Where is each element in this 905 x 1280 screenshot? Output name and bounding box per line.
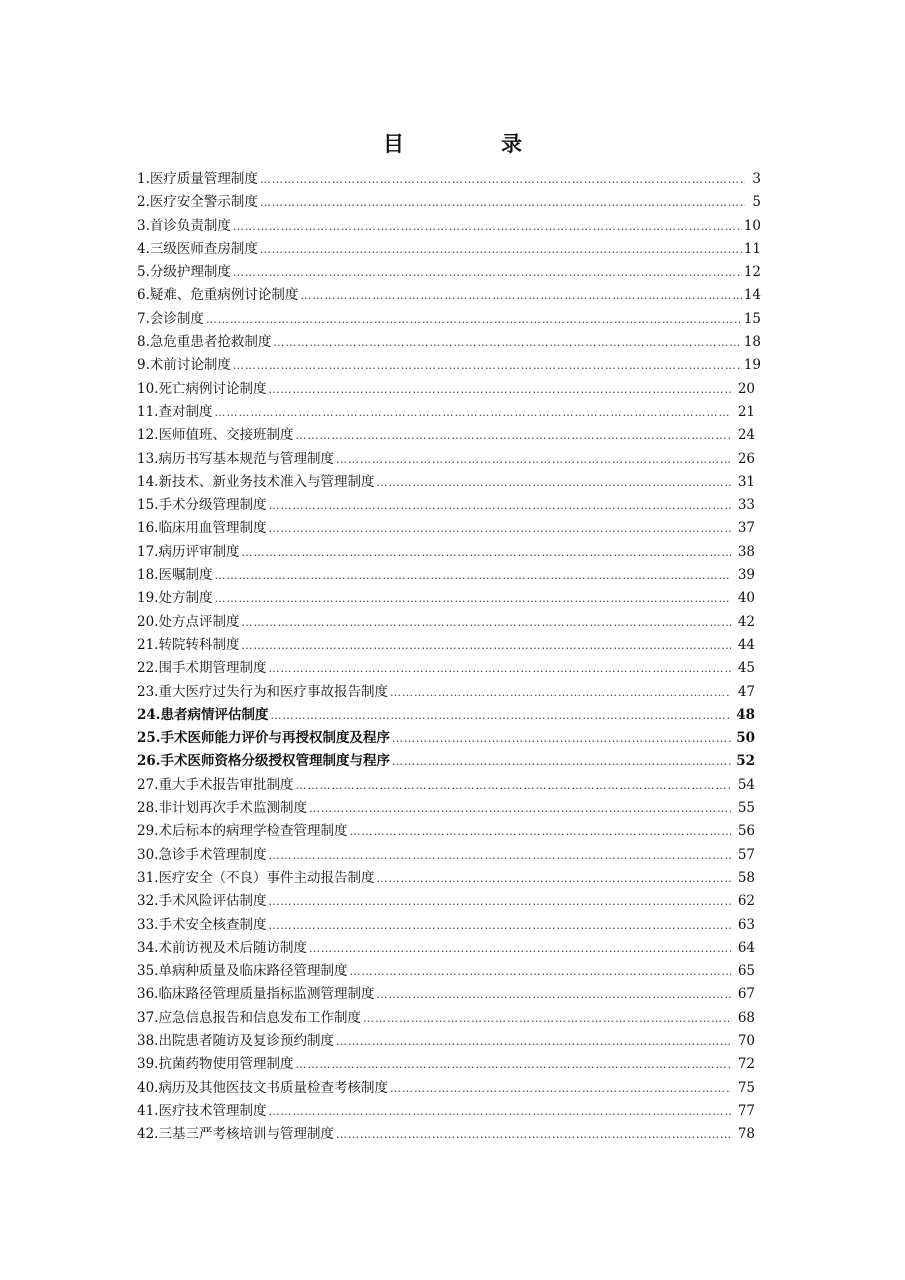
toc-entry-title: 27.重大手术报告审批制度 — [137, 776, 294, 793]
dot-leader — [390, 1077, 731, 1100]
toc-entry[interactable] — [137, 727, 761, 750]
toc-entry[interactable] — [137, 331, 761, 354]
toc-entry[interactable] — [137, 820, 761, 843]
toc-entry-page-number: 67 — [737, 986, 755, 1003]
dot-leader — [241, 541, 731, 564]
toc-entry[interactable] — [137, 215, 761, 238]
dot-leader — [233, 215, 742, 238]
toc-entry-page-number: 77 — [737, 1102, 755, 1119]
toc-entry-page-number: 3 — [752, 171, 761, 187]
toc-entry[interactable] — [137, 1100, 761, 1123]
toc-entry-title: 7.会诊制度 — [137, 310, 204, 327]
toc-entry[interactable] — [137, 354, 761, 377]
toc-entry-title: 23.重大医疗过失行为和医疗事故报告制度 — [137, 683, 388, 700]
toc-entry-title: 18.医嘱制度 — [137, 567, 213, 584]
dot-leader — [336, 1123, 731, 1146]
dot-leader — [376, 471, 731, 494]
toc-entry-page-number: 63 — [737, 916, 755, 933]
toc-entry-title: 28.非计划再次手术监测制度 — [137, 800, 307, 817]
toc-entry-page-number: 5 — [752, 194, 761, 211]
dot-leader — [273, 331, 741, 354]
dot-leader — [349, 820, 731, 843]
toc-entry-page-number: 78 — [737, 1126, 755, 1143]
dot-leader — [392, 727, 731, 750]
toc-entry-page-number: 47 — [737, 683, 755, 700]
toc-entry[interactable] — [137, 657, 761, 680]
toc-entry[interactable] — [137, 1077, 761, 1100]
toc-entry-title: 40.病历及其他医技文书质量检查考核制度 — [137, 1079, 388, 1096]
toc-entry-title: 6.疑难、危重病例讨论制度 — [137, 287, 299, 304]
toc-entry[interactable] — [137, 308, 761, 331]
toc-entry[interactable] — [137, 261, 761, 284]
dot-leader — [295, 424, 731, 447]
toc-entry-page-number: 45 — [737, 660, 755, 677]
toc-entry-page-number: 24 — [737, 427, 755, 444]
toc-entry-page-number: 72 — [737, 1056, 755, 1073]
toc-entry[interactable] — [137, 191, 761, 214]
toc-entry-title: 13.病历书写基本规范与管理制度 — [137, 450, 334, 467]
toc-entry[interactable] — [137, 960, 761, 983]
toc-entry-title: 41.医疗技术管理制度 — [137, 1102, 267, 1119]
toc-entry-page-number: 52 — [736, 753, 755, 770]
dot-leader — [300, 284, 741, 307]
toc-entry[interactable] — [137, 750, 761, 773]
toc-entry-page-number: 12 — [743, 264, 761, 281]
toc-entry[interactable] — [137, 284, 761, 307]
toc-entry[interactable] — [137, 914, 761, 937]
toc-entry-page-number: 50 — [736, 730, 755, 747]
table-of-contents — [137, 168, 761, 1146]
toc-entry-page-number: 55 — [737, 800, 755, 817]
toc-entry[interactable] — [137, 1053, 761, 1076]
dot-leader — [295, 1053, 731, 1076]
toc-entry-page-number: 37 — [737, 520, 755, 537]
toc-entry-title: 16.临床用血管理制度 — [137, 520, 267, 537]
dot-leader — [268, 844, 731, 867]
toc-entry[interactable] — [137, 517, 761, 540]
dot-leader — [241, 611, 731, 634]
toc-entry-page-number: 70 — [737, 1032, 755, 1049]
toc-entry[interactable] — [137, 1007, 761, 1030]
toc-entry-page-number: 48 — [736, 706, 755, 723]
toc-entry-title: 31.医疗安全（不良）事件主动报告制度 — [137, 869, 375, 886]
dot-leader — [268, 494, 731, 517]
toc-entry-page-number: 54 — [737, 776, 755, 793]
toc-entry-page-number: 11 — [743, 240, 761, 257]
toc-entry-page-number: 10 — [743, 217, 761, 234]
dot-leader — [309, 937, 731, 960]
toc-entry-page-number: 19 — [743, 357, 761, 374]
dot-leader — [392, 750, 731, 773]
toc-entry[interactable] — [137, 867, 761, 890]
dot-leader — [268, 1100, 731, 1123]
toc-entry-page-number: 20 — [737, 380, 755, 397]
toc-entry-title: 32.手术风险评估制度 — [137, 893, 267, 910]
toc-entry-page-number: 33 — [737, 497, 755, 514]
dot-leader — [241, 634, 731, 657]
toc-entry-title: 39.抗菌药物使用管理制度 — [137, 1056, 294, 1073]
toc-entry[interactable] — [137, 471, 761, 494]
toc-entry-title: 42.三基三严考核培训与管理制度 — [137, 1126, 334, 1143]
toc-entry-title: 2.医疗安全警示制度 — [137, 194, 258, 211]
dot-leader — [336, 448, 731, 471]
toc-entry[interactable] — [137, 634, 761, 657]
toc-entry[interactable] — [137, 797, 761, 820]
toc-entry[interactable] — [137, 704, 761, 727]
dot-leader — [214, 564, 731, 587]
toc-entry-page-number: 26 — [737, 450, 755, 467]
dot-leader — [376, 867, 731, 890]
toc-entry-title: 30.急诊手术管理制度 — [137, 846, 267, 863]
toc-entry-title: 14.新技术、新业务技术准入与管理制度 — [137, 473, 375, 490]
toc-entry[interactable] — [137, 168, 761, 191]
toc-entry-title: 12.医师值班、交接班制度 — [137, 427, 294, 444]
toc-entry-page-number: 31 — [737, 473, 755, 490]
dot-leader — [260, 238, 742, 261]
toc-entry-page-number: 21 — [737, 403, 755, 420]
toc-entry-title: 4.三级医师查房制度 — [137, 240, 258, 257]
toc-entry[interactable] — [137, 1030, 761, 1053]
toc-entry-title: 15.手术分级管理制度 — [137, 497, 267, 514]
dot-leader — [206, 308, 742, 331]
toc-entry-title: 25.手术医师能力评价与再授权制度及程序 — [137, 730, 390, 747]
toc-entry[interactable] — [137, 401, 761, 424]
toc-entry-title: 19.处方制度 — [137, 590, 213, 607]
toc-entry-title: 1.医疗质量管理制度 — [137, 171, 258, 187]
dot-leader — [295, 774, 731, 797]
toc-entry[interactable] — [137, 844, 761, 867]
dot-leader — [349, 960, 731, 983]
toc-entry[interactable] — [137, 587, 761, 610]
toc-entry-page-number: 39 — [737, 567, 755, 584]
toc-entry-title: 22.围手术期管理制度 — [137, 660, 267, 677]
toc-entry[interactable] — [137, 774, 761, 797]
toc-entry[interactable] — [137, 681, 761, 704]
toc-entry-page-number: 44 — [737, 636, 755, 653]
toc-entry-title: 36.临床路径管理质量指标监测管理制度 — [137, 986, 375, 1003]
toc-entry[interactable] — [137, 983, 761, 1006]
toc-entry-title: 26.手术医师资格分级授权管理制度与程序 — [137, 753, 390, 770]
toc-entry-page-number: 68 — [737, 1009, 755, 1026]
toc-entry-page-number: 62 — [737, 893, 755, 910]
toc-entry-page-number: 18 — [743, 334, 761, 351]
toc-entry-page-number: 15 — [743, 310, 761, 327]
dot-leader — [309, 797, 731, 820]
toc-entry-title: 3.首诊负责制度 — [137, 217, 231, 234]
toc-entry-title: 5.分级护理制度 — [137, 264, 231, 281]
toc-entry[interactable] — [137, 937, 761, 960]
toc-entry-title: 29.术后标本的病理学检查管理制度 — [137, 823, 348, 840]
toc-entry-title: 33.手术安全核查制度 — [137, 916, 267, 933]
toc-entry[interactable] — [137, 378, 761, 401]
toc-entry[interactable] — [137, 424, 761, 447]
dot-leader — [233, 354, 742, 377]
toc-entry[interactable] — [137, 611, 761, 634]
dot-leader — [363, 1007, 731, 1030]
toc-entry-page-number: 57 — [737, 846, 755, 863]
toc-entry[interactable] — [137, 1123, 761, 1146]
toc-entry[interactable] — [137, 238, 761, 261]
dot-leader — [260, 168, 745, 191]
toc-entry-page-number: 58 — [737, 869, 755, 886]
toc-entry-page-number: 65 — [737, 963, 755, 980]
dot-leader — [268, 890, 731, 913]
dot-leader — [390, 681, 731, 704]
dot-leader — [268, 914, 731, 937]
toc-entry-title: 38.出院患者随访及复诊预约制度 — [137, 1032, 334, 1049]
dot-leader — [268, 378, 731, 401]
toc-entry-page-number: 64 — [737, 939, 755, 956]
toc-entry[interactable] — [137, 890, 761, 913]
page-title: 目 录 — [383, 131, 560, 156]
toc-entry-title: 10.死亡病例讨论制度 — [137, 380, 267, 397]
toc-entry-title: 17.病历评审制度 — [137, 543, 240, 560]
toc-entry-page-number: 38 — [737, 543, 755, 560]
toc-entry-title: 34.术前访视及术后随访制度 — [137, 939, 307, 956]
toc-entry-title: 9.术前讨论制度 — [137, 357, 231, 374]
dot-leader — [268, 517, 731, 540]
dot-leader — [271, 704, 732, 727]
dot-leader — [214, 401, 731, 424]
toc-entry-title: 8.急危重患者抢救制度 — [137, 334, 272, 351]
dot-leader — [260, 191, 745, 214]
toc-entry-page-number: 75 — [737, 1079, 755, 1096]
toc-entry[interactable] — [137, 541, 761, 564]
toc-entry-page-number: 56 — [737, 823, 755, 840]
toc-entry[interactable] — [137, 448, 761, 471]
toc-entry[interactable] — [137, 564, 761, 587]
toc-entry-page-number: 40 — [737, 590, 755, 607]
toc-entry-title: 37.应急信息报告和信息发布工作制度 — [137, 1009, 361, 1026]
toc-entry-title: 11.查对制度 — [137, 403, 213, 420]
dot-leader — [214, 587, 731, 610]
dot-leader — [233, 261, 742, 284]
toc-entry-title: 21.转院转科制度 — [137, 636, 240, 653]
toc-entry-page-number: 42 — [737, 613, 755, 630]
toc-entry-page-number: 14 — [743, 287, 761, 304]
toc-entry-title: 24.患者病情评估制度 — [137, 706, 269, 723]
toc-entry-title: 35.单病种质量及临床路径管理制度 — [137, 963, 348, 980]
toc-entry-title: 20.处方点评制度 — [137, 613, 240, 630]
dot-leader — [268, 657, 731, 680]
dot-leader — [336, 1030, 731, 1053]
dot-leader — [376, 983, 731, 1006]
toc-entry[interactable] — [137, 494, 761, 517]
